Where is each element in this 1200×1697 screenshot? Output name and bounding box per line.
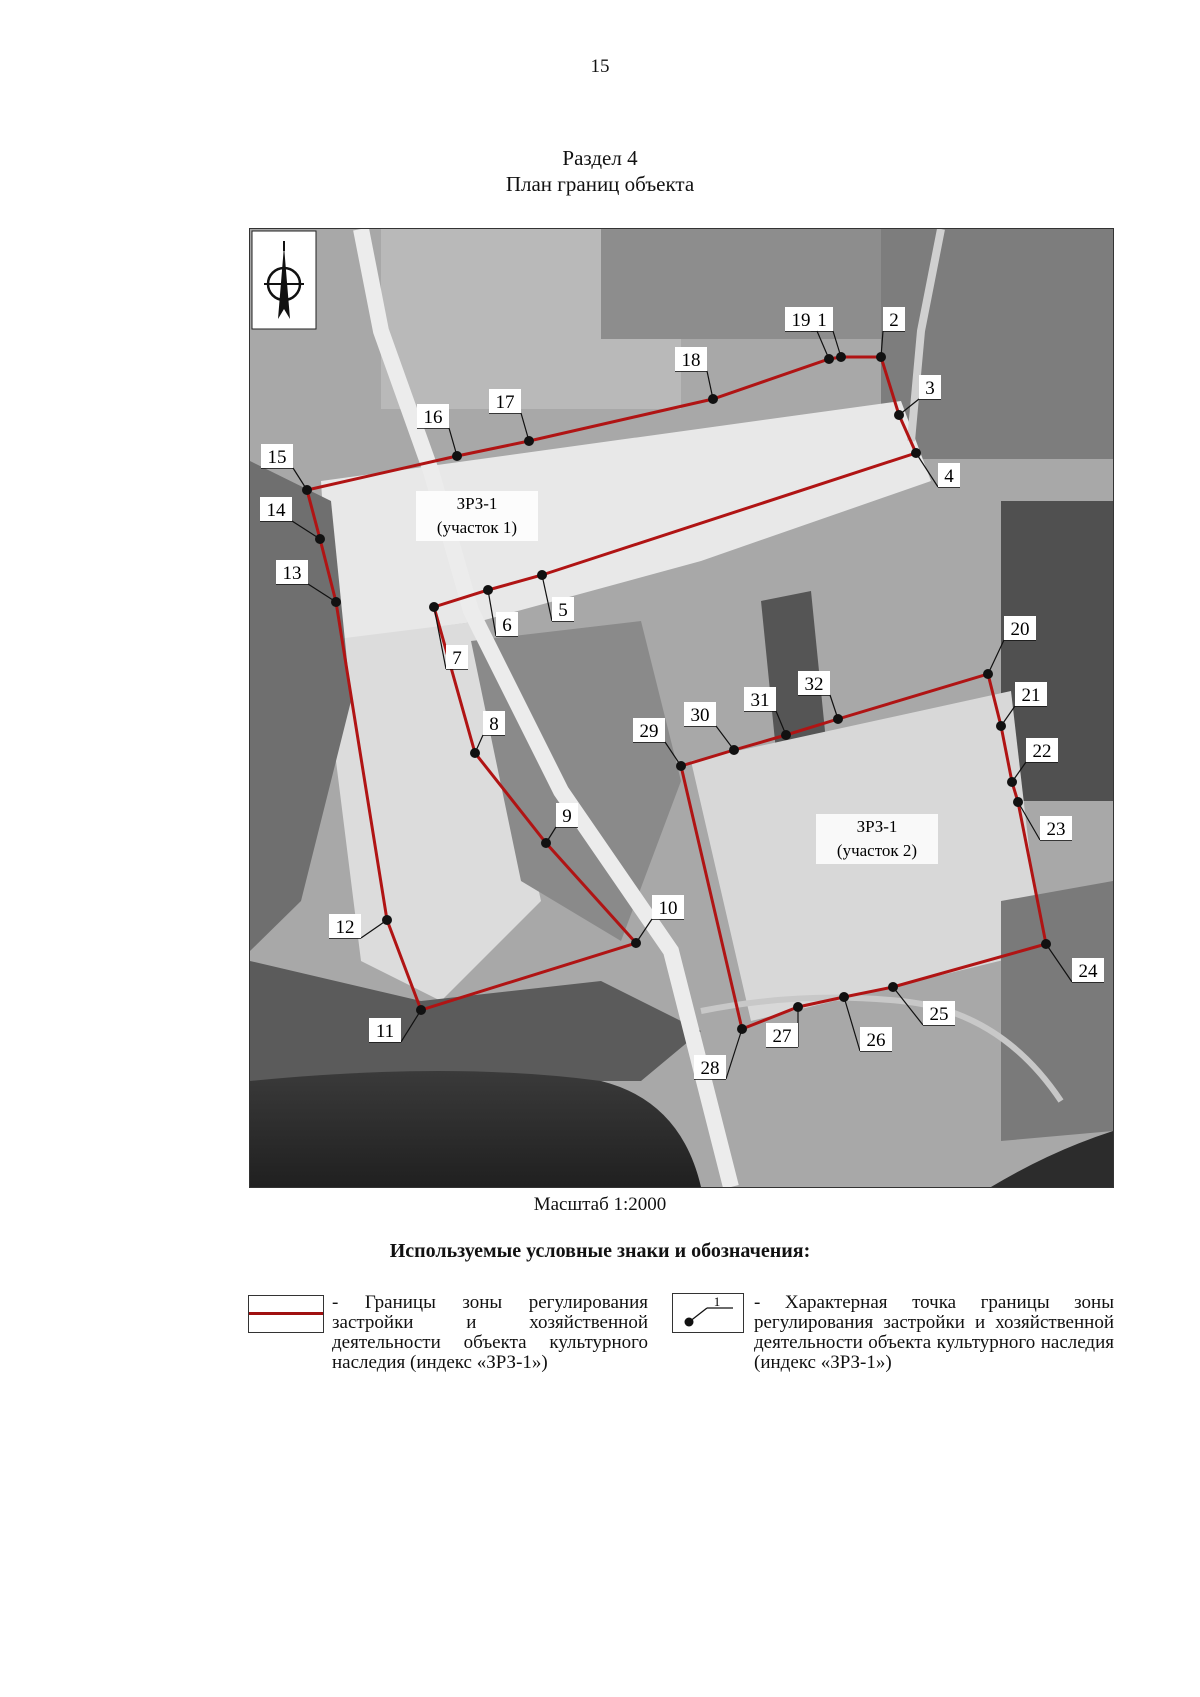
boundary-point-number: 4 bbox=[944, 466, 954, 487]
boundary-point-marker bbox=[382, 915, 392, 925]
legend-point-sample-number: 1 bbox=[713, 1294, 721, 1309]
map-scale: Масштаб 1:2000 bbox=[533, 1194, 667, 1215]
zone-2-label-line2: (участок 2) bbox=[836, 841, 918, 860]
boundary-point-marker bbox=[631, 938, 641, 948]
boundary-map bbox=[250, 229, 1113, 1187]
boundary-point-marker bbox=[911, 448, 921, 458]
boundary-point-number: 29 bbox=[639, 721, 659, 742]
boundary-point-number: 31 bbox=[750, 690, 770, 711]
boundary-point-marker bbox=[537, 570, 547, 580]
boundary-point-number: 8 bbox=[489, 714, 499, 735]
boundary-point-marker bbox=[524, 436, 534, 446]
legend-boundary-line-text: - Границы зоны регулирования застройки и хозяйственной деятельности объекта культурного наследия (индекс «ЗРЗ-1») bbox=[332, 1292, 648, 1373]
boundary-point-number: 20 bbox=[1010, 619, 1030, 640]
boundary-point-number: 14 bbox=[266, 500, 286, 521]
boundary-point-marker bbox=[836, 352, 846, 362]
boundary-point-number: 6 bbox=[502, 615, 512, 636]
boundary-point-number: 12 bbox=[335, 917, 355, 938]
zone-label-2 bbox=[816, 814, 938, 864]
boundary-point-marker bbox=[470, 748, 480, 758]
boundary-point-marker bbox=[996, 721, 1006, 731]
boundary-point-marker bbox=[302, 485, 312, 495]
boundary-point-marker bbox=[737, 1024, 747, 1034]
boundary-point-number: 1 bbox=[817, 310, 827, 331]
boundary-point-marker bbox=[676, 761, 686, 771]
boundary-point-marker bbox=[729, 745, 739, 755]
boundary-point-number: 30 bbox=[690, 705, 710, 726]
boundary-point-marker bbox=[429, 602, 439, 612]
boundary-point-number: 9 bbox=[562, 806, 572, 827]
zone-1-label-line2: (участок 1) bbox=[436, 518, 518, 537]
boundary-point-marker bbox=[483, 585, 493, 595]
zone-2-label-line1: ЗРЗ-1 bbox=[856, 817, 898, 836]
legend-point-symbol bbox=[672, 1293, 744, 1333]
boundary-point-number: 21 bbox=[1021, 685, 1041, 706]
legend-point-text: - Характерная точка границы зоны регулирования застройки и хозяйственной деятельности объекта культурного наследия (индекс «ЗРЗ-1») bbox=[754, 1292, 1114, 1373]
boundary-point-number: 23 bbox=[1046, 819, 1066, 840]
boundary-point-number: 5 bbox=[558, 600, 568, 621]
boundary-point-number: 2 bbox=[889, 310, 899, 331]
boundary-point-number: 25 bbox=[929, 1004, 949, 1025]
boundary-point-number: 19 bbox=[791, 310, 811, 331]
boundary-point-marker bbox=[833, 714, 843, 724]
page-number: 15 bbox=[590, 56, 610, 77]
section-title: Раздел 4 bbox=[562, 146, 638, 170]
boundary-point-number: 18 bbox=[681, 350, 701, 371]
north-arrow bbox=[252, 231, 316, 329]
boundary-point-number: 13 bbox=[282, 563, 302, 584]
zone-1-label-line1: ЗРЗ-1 bbox=[456, 494, 498, 513]
legend-title: Используемые условные знаки и обозначения: bbox=[389, 1240, 811, 1262]
boundary-point-marker bbox=[416, 1005, 426, 1015]
boundary-point-marker bbox=[1007, 777, 1017, 787]
boundary-point-number: 16 bbox=[423, 407, 443, 428]
section-subtitle: План границ объекта bbox=[505, 172, 695, 196]
boundary-point-number: 17 bbox=[495, 392, 515, 413]
boundary-point-marker bbox=[331, 597, 341, 607]
map-frame bbox=[249, 228, 1114, 1188]
boundary-point-number: 27 bbox=[772, 1026, 792, 1047]
boundary-point-marker bbox=[1041, 939, 1051, 949]
boundary-point-marker bbox=[839, 992, 849, 1002]
boundary-point-number: 7 bbox=[452, 648, 462, 669]
boundary-point-number: 11 bbox=[375, 1021, 395, 1042]
boundary-point-marker bbox=[452, 451, 462, 461]
boundary-point-number: 26 bbox=[866, 1030, 886, 1051]
boundary-point-marker bbox=[1013, 797, 1023, 807]
boundary-point-number: 15 bbox=[267, 447, 287, 468]
boundary-point-marker bbox=[793, 1002, 803, 1012]
boundary-point-number: 22 bbox=[1032, 741, 1052, 762]
boundary-point-marker bbox=[541, 838, 551, 848]
legend-boundary-line-symbol bbox=[248, 1295, 324, 1333]
boundary-point-marker bbox=[824, 354, 834, 364]
boundary-point-marker bbox=[894, 410, 904, 420]
field-patch bbox=[601, 229, 881, 339]
boundary-point-marker bbox=[315, 534, 325, 544]
boundary-point-marker bbox=[888, 982, 898, 992]
boundary-point-number: 10 bbox=[658, 898, 678, 919]
zone-label-1 bbox=[416, 491, 538, 541]
boundary-point-marker bbox=[983, 669, 993, 679]
boundary-point-number: 32 bbox=[804, 674, 824, 695]
boundary-point-marker bbox=[876, 352, 886, 362]
boundary-point-number: 24 bbox=[1078, 961, 1098, 982]
boundary-point-marker bbox=[708, 394, 718, 404]
tree-cover bbox=[1001, 881, 1113, 1141]
boundary-point-number: 3 bbox=[925, 378, 935, 399]
boundary-point-marker bbox=[781, 730, 791, 740]
boundary-point-number: 28 bbox=[700, 1058, 720, 1079]
